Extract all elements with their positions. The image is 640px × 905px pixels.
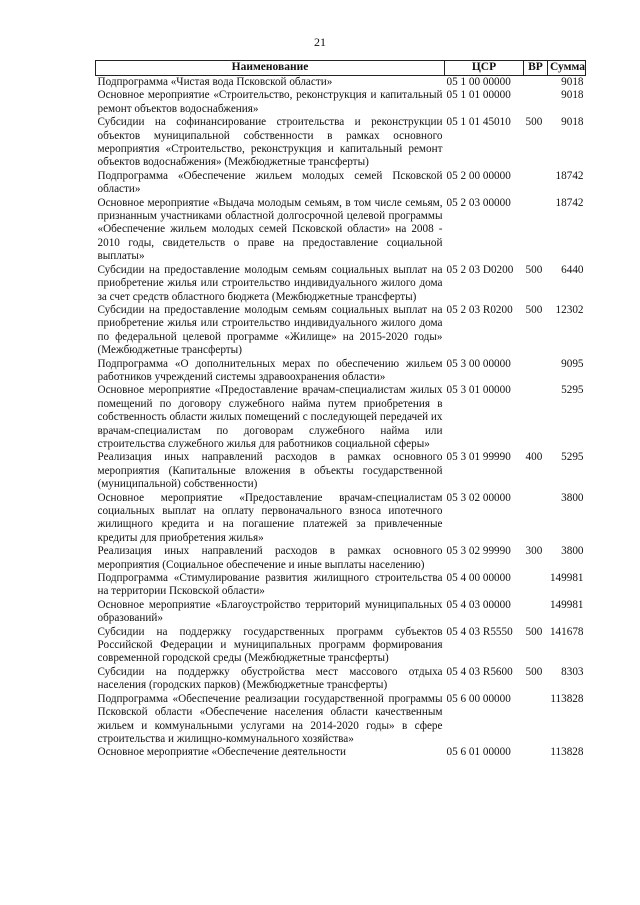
row-vr: 500 [525,625,543,638]
row-vr: 300 [525,545,543,558]
row-name: Основное мероприятие «Обеспечение деятельности [97,746,346,759]
row-name: Основное мероприятие «Предоставление врачам-специалистам жилых помещений по договору служебного найма путем приобретения в собственность области жилых помещений с последующей передачей их врачам-специалистам по договорам служебного найма или строительства служебного жилья для работников социальной сферы» [97,384,443,450]
row-vr [524,76,548,90]
row-sum: 149981 [549,572,584,585]
row-sum: 18742 [555,169,584,182]
table-row [96,746,586,759]
row-csr: 05 3 01 00000 [446,384,511,397]
row-name: Реализация иных направлений расходов в рамках основного мероприятия (Социальное обеспечение и иные выплаты населению) [97,545,443,571]
row-name: Основное мероприятие «Выдача молодым семьям, в том числе семьям, признанным участниками областной долгосрочной целевой программы «Обеспечение жильем молодых семей Псковской области» на 2008 - 2010 годы, свидетельств о праве на предоставление социальной выплаты» [97,196,443,263]
row-csr: 05 3 02 00000 [446,491,511,504]
row-sum: 9018 [561,116,584,129]
row-sum: 9018 [561,76,584,88]
row-csr: 05 6 01 00000 [446,746,511,759]
row-csr: 05 4 03 R5550 [446,625,513,638]
row-name: Основное мероприятие «Строительство, реконструкция и капитальный ремонт объектов водоснабжения» [97,89,443,115]
row-csr: 05 1 01 00000 [446,89,511,102]
row-csr: 05 2 03 D0200 [446,263,514,276]
row-sum: 3800 [561,545,584,558]
row-vr [524,197,548,264]
row-csr: 05 3 02 99990 [446,545,511,558]
row-sum: 18742 [555,196,584,209]
row-vr: 500 [525,116,543,129]
row-csr: 05 2 00 00000 [446,169,511,182]
row-vr [524,693,548,747]
row-sum: 149981 [549,598,584,611]
row-csr: 05 4 00 00000 [446,572,511,585]
table-row [96,76,586,90]
table-row [96,599,586,626]
row-name: Подпрограмма «О дополнительных мерах по обеспечению жильем работников учреждений системы здравоохранения области» [97,357,443,383]
row-sum: 8303 [561,665,584,678]
row-csr: 05 6 00 00000 [446,692,511,705]
table-row [96,626,586,666]
row-name: Субсидии на предоставление молодым семьям социальных выплат на приобретение жилья или строительство индивидуального жилого дома по федеральной целевой программе «Жилище» на 2015-2020 годы» (Межбюджетные трансферты) [97,303,443,357]
row-vr [524,746,548,759]
row-csr: 05 1 00 00000 [446,76,511,88]
table-row [96,116,586,170]
row-name: Основное мероприятие «Предоставление врачам-специалистам социальных выплат на оплату первоначального взноса ипотечного жилищного кредита и на погашение платежей за привлеченные кредиты для приобретения жилья» [97,491,443,544]
row-name: Подпрограмма «Обеспечение реализации государственной программы Псковской области «Обеспечение населения области качественным жильем и коммунальными услугами на 2014-2020 годы» в сфере строительства и жилищно-коммунального хозяйства» [97,692,443,745]
table-row [96,384,586,451]
row-sum: 113828 [550,692,584,705]
row-sum: 5295 [561,451,584,464]
row-csr: 05 2 03 R0200 [446,303,513,316]
table-row [96,666,586,693]
row-csr: 05 2 03 00000 [446,196,511,209]
row-sum: 3800 [561,491,584,504]
header-name: Наименование [96,61,445,76]
table-row [96,89,586,116]
row-vr: 500 [525,303,543,316]
row-vr: 500 [525,665,543,678]
table-row [96,451,586,491]
row-sum: 141678 [549,625,584,638]
header-sum: Сумма [548,61,586,76]
row-name: Подпрограмма «Стимулирование развития жилищного строительства на территории Псковской области» [97,572,443,598]
table-header-row [96,61,586,76]
table-row [96,358,586,385]
row-sum: 6440 [561,263,584,276]
row-name: Субсидии на софинансирование строительства и реконструкции объектов муниципальной собственности в рамках основного мероприятия «Строительство, реконструкция и капитальный ремонт объектов водоснабжения» (Межбюджетные трансферты) [97,116,443,169]
row-name: Основное мероприятие «Благоустройство территорий муниципальных образований» [97,598,443,625]
row-vr [524,89,548,116]
table-row [96,264,586,304]
row-sum: 12302 [555,303,584,316]
row-name: Субсидии на поддержку обустройства мест массового отдыха населения (городских парков) (Межбюджетные трансферты) [97,665,443,692]
table-row [96,545,586,572]
row-sum: 9018 [561,89,584,102]
row-name: Реализация иных направлений расходов в рамках основного мероприятия (Капитальные вложения в объекты государственной (муниципальной) собственности) [97,451,443,491]
table-row [96,197,586,264]
table-row [96,304,586,358]
row-sum: 113828 [550,746,584,759]
row-vr [524,599,548,626]
row-name: Подпрограмма «Обеспечение жильем молодых семей Псковской области» [97,169,443,196]
row-vr [524,358,548,385]
row-csr: 05 3 01 99990 [446,451,511,464]
table-row [96,170,586,197]
row-vr [524,572,548,599]
row-vr [524,384,548,451]
row-csr: 05 4 03 00000 [446,598,511,611]
header-vr: ВР [524,61,548,76]
row-name: Субсидии на поддержку государственных программ субъектов Российской Федерации и муниципальных программ формирования современной городской среды (Межбюджетные трансферты) [97,625,443,665]
header-csr: ЦСР [445,61,524,76]
row-csr: 05 1 01 45010 [446,116,511,129]
row-vr: 400 [525,451,543,464]
budget-table [95,60,586,760]
row-name: Подпрограмма «Чистая вода Псковской области» [97,76,333,88]
table-row [96,693,586,747]
row-name: Субсидии на предоставление молодым семьям социальных выплат на приобретение жилья или строительство индивидуального жилого дома за счет средств областного бюджета (Межбюджетные трансферты) [97,263,443,303]
table-row [96,492,586,546]
row-vr [524,492,548,546]
row-sum: 9095 [561,357,584,370]
table-row [96,572,586,599]
row-csr: 05 4 03 R5600 [446,665,513,678]
row-sum: 5295 [561,384,584,397]
row-vr [524,170,548,197]
row-csr: 05 3 00 00000 [446,357,511,370]
table-body [96,76,586,760]
page-number: 21 [314,35,326,49]
row-vr: 500 [525,263,543,276]
